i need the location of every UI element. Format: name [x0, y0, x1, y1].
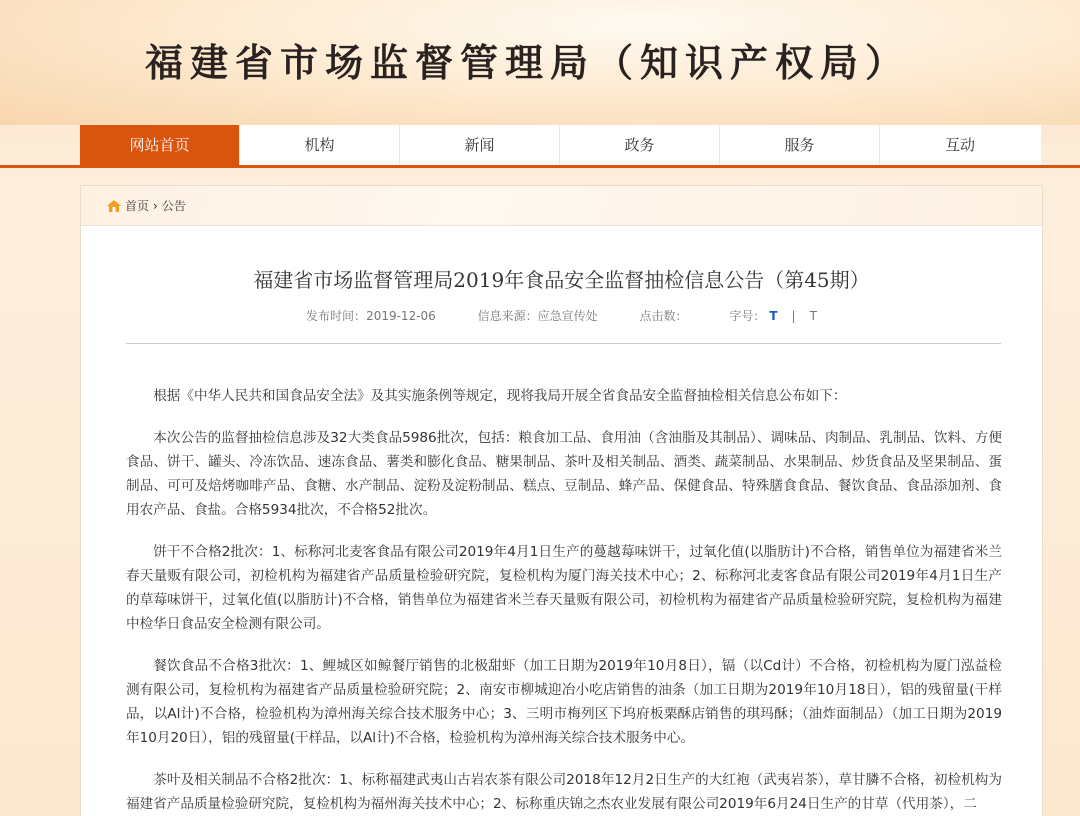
breadcrumb-home-link[interactable]: 首页	[125, 199, 150, 213]
paragraph: 本次公告的监督抽检信息涉及32大类食品5986批次，包括：粮食加工品、食用油（含油脂及其制品）、调味品、肉制品、乳制品、饮料、方便食品、饼干、罐头、冷冻饮品、速冻食品、薯类和膨化食品、糖果制品、茶叶及相关制品、酒类、蔬菜制品、水果制品、炒货食品及坚果制品、蛋制品、可可及焙烤咖啡产品、食糖、水产制品、淀粉及淀粉制品、糕点、豆制品、蜂产品、保健食品、特殊膳食食品、餐饮食品、食品添加剂、食用农产品、食盐。合格5934批次，不合格52批次。	[126, 430, 1002, 518]
publish-date: 2019-12-06	[366, 309, 436, 323]
article-meta	[81, 307, 1042, 324]
home-icon	[107, 200, 121, 212]
paragraph: 饼干不合格2批次：1、标称河北麦客食品有限公司2019年4月1日生产的蔓越莓味饼干，过氧化值(以脂肪计)不合格，销售单位为福建省米兰春天量贩有限公司，初检机构为福建省产品质量检验研究院，复检机构为厦门海关技术中心；2、标称河北麦客食品有限公司2019年4月1日生产的草莓味饼干，过氧化值(以脂肪计)不合格，销售单位为福建省米兰春天量贩有限公司，初检机构为福建省产品质量检验研究院，复检机构为福建中检华日食品安全检测有限公司。	[126, 544, 1002, 632]
paragraph: 根据《中华人民共和国食品安全法》及其实施条例等规定，现将我局开展全省食品安全监督抽检相关信息公布如下：	[153, 388, 847, 404]
paragraph: 餐饮食品不合格3批次：1、鲤城区如鲸餐厅销售的北极甜虾（加工日期为2019年10月8日），镉（以Cd计）不合格，初检机构为厦门泓益检测有限公司，复检机构为福建省产品质量检验研究院；2、南安市柳城迎冶小吃店销售的油条（加工日期为2019年10月18日），铝的残留量(干样品，以Al计)不合格，检验机构为漳州海关综合技术服务中心；3、三明市梅列区下坞府板栗酥店销售的琪玛酥；（油炸面制品）（加工日期为2019年10月20日），铝的残留量(干样品，以Al计)不合格，检验机构为漳州海关综合技术服务中心。	[126, 658, 1002, 746]
source-label: 信息来源：	[477, 309, 538, 323]
nav-item-services[interactable]: 服务	[720, 125, 880, 165]
nav-item-home[interactable]: 网站首页	[80, 125, 240, 165]
article-title: 福建省市场监督管理局2019年食品安全监督抽检信息公告（第45期）	[253, 268, 870, 292]
font-large-button[interactable]: T	[769, 309, 778, 323]
nav-underline	[0, 165, 1080, 168]
nav-item-organization[interactable]: 机构	[240, 125, 400, 165]
main-nav	[80, 125, 1041, 165]
fontsize-label: 字号：	[729, 309, 766, 323]
article-body	[126, 384, 1002, 816]
paragraph: 茶叶及相关制品不合格2批次：1、标称福建武夷山古岩农茶有限公司2018年12月2日生产的大红袍（武夷岩茶），草甘膦不合格，初检机构为福建省产品质量检验研究院，复检机构为福州海关技术中心；2、标称重庆锦之杰农业发展有限公司2019年6月24日生产的甘草（代用茶），二	[126, 772, 1002, 812]
font-small-button[interactable]: T	[809, 309, 817, 323]
site-header	[0, 0, 1080, 125]
publish-label: 发布时间：	[306, 309, 367, 323]
article-container	[80, 185, 1043, 816]
clicks-label: 点击数：	[639, 309, 688, 323]
breadcrumb-separator: ›	[153, 198, 158, 213]
breadcrumb	[81, 186, 1042, 226]
source-value: 应急宣传处	[537, 309, 598, 323]
site-title: 福建省市场监督管理局（知识产权局）	[145, 40, 911, 85]
title-divider	[126, 343, 1001, 344]
font-size-separator: |	[791, 309, 796, 323]
nav-item-government[interactable]: 政务	[560, 125, 720, 165]
nav-item-interaction[interactable]: 互动	[944, 136, 975, 154]
breadcrumb-current[interactable]: 公告	[161, 199, 186, 213]
nav-item-news[interactable]: 新闻	[400, 125, 560, 165]
